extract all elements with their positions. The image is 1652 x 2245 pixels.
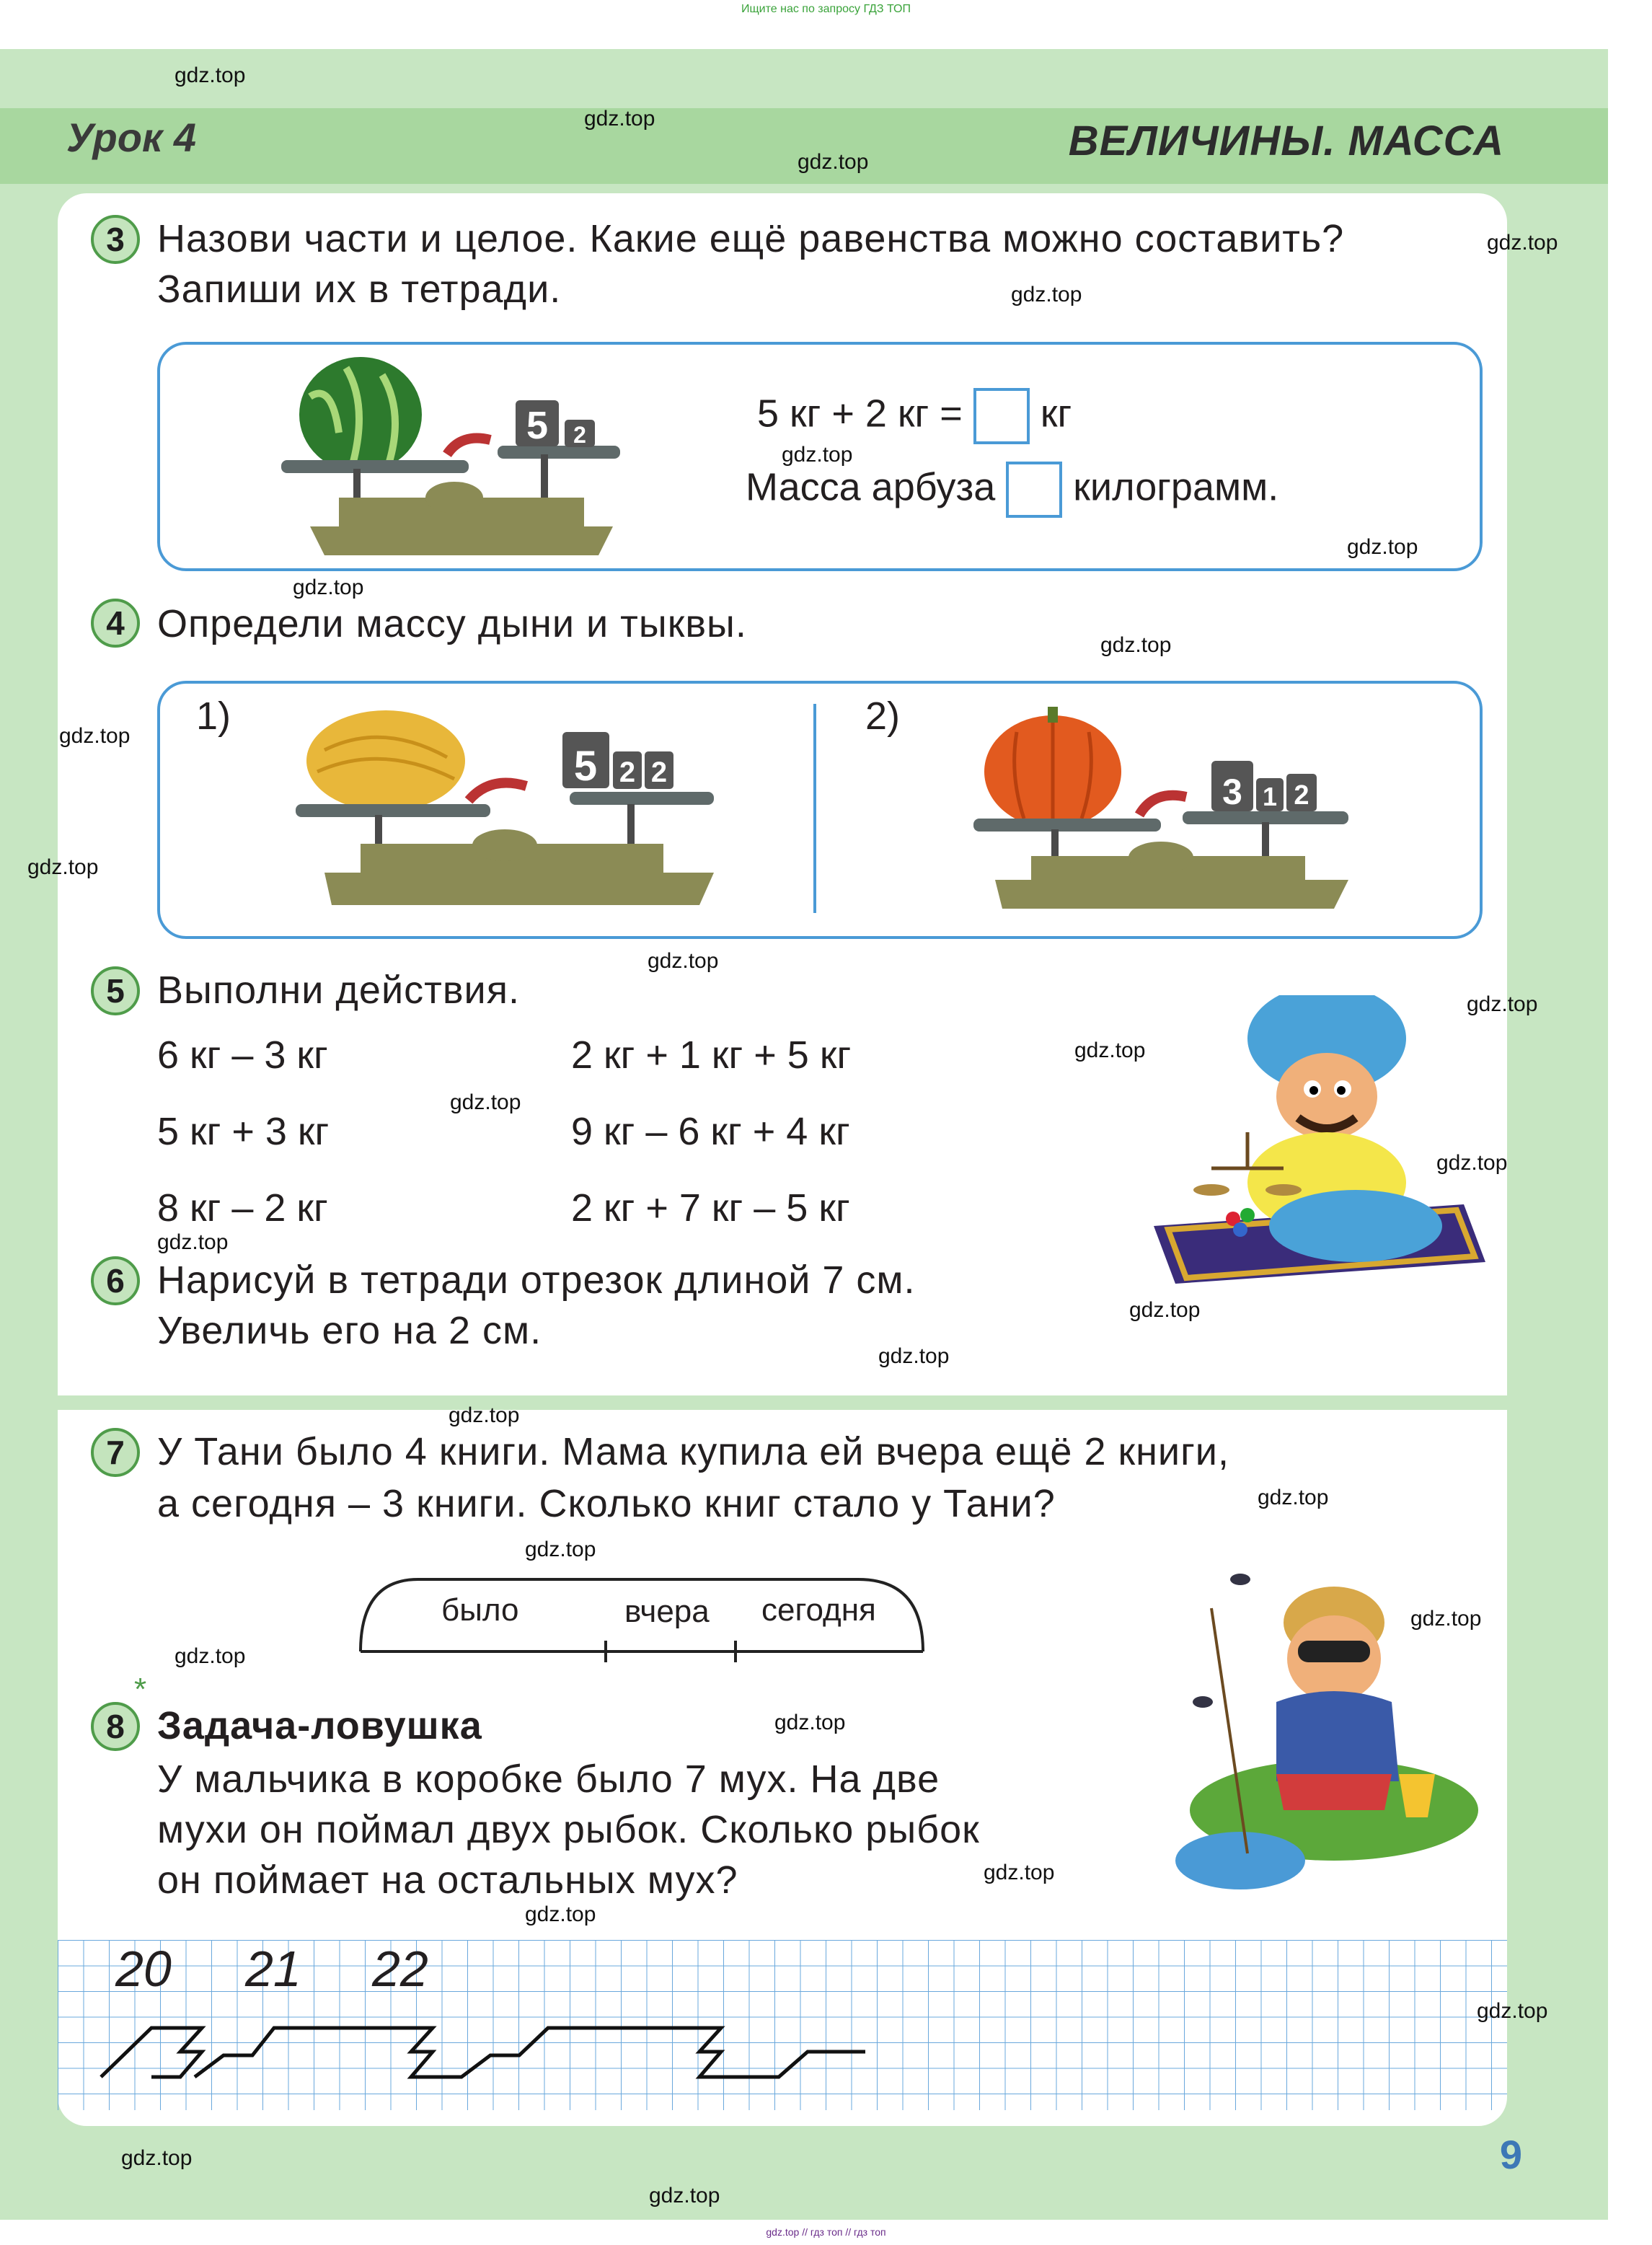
watermark: gdz.top — [648, 949, 719, 973]
watermark: gdz.top — [1011, 283, 1082, 306]
task4-text: Определи массу дыни и тыквы. — [157, 602, 747, 645]
weight-label: 2 — [573, 422, 586, 448]
task-number: 8 — [91, 1702, 140, 1751]
task4-part1-label: 1) — [196, 694, 231, 738]
watermark: gdz.top — [1129, 1298, 1201, 1322]
weight-label: 3 — [1222, 772, 1242, 812]
task5-expression: 6 кг – 3 кг — [157, 1033, 328, 1077]
watermark: gdz.top — [59, 724, 131, 748]
watermark: gdz.top — [449, 1403, 520, 1427]
section-divider — [58, 1395, 1507, 1410]
grid-number: 20 — [115, 1941, 172, 1997]
watermark: gdz.top — [1410, 1607, 1482, 1631]
equation-unit: кг — [1040, 392, 1072, 436]
weight-label: 2 — [1294, 780, 1309, 811]
task8-line3: он поймает на остальных мух? — [157, 1858, 738, 1902]
task4-part2-label: 2) — [865, 694, 901, 738]
watermark: gdz.top — [450, 1090, 521, 1114]
watermark: gdz.top — [525, 1538, 596, 1561]
task-number: 5 — [91, 966, 140, 1015]
task-number: 6 — [91, 1256, 140, 1305]
bottom-note: gdz.top // гдз топ // гдз топ — [766, 2226, 886, 2238]
mass-unit: килограмм. — [1073, 465, 1279, 509]
watermark: gdz.top — [1347, 535, 1418, 559]
watermark: gdz.top — [175, 1644, 246, 1668]
task3-line2: Запиши их в тетради. — [157, 268, 562, 311]
weight-label: 2 — [619, 757, 636, 788]
weight-label: 1 — [1262, 782, 1278, 811]
task6-line2: Увеличь его на 2 см. — [157, 1309, 542, 1352]
watermark: gdz.top — [525, 1902, 596, 1926]
task8-title: Задача-ловушка — [157, 1704, 482, 1747]
task7-line1: У Тани было 4 книги. Мама купила ей вчера ещё 2 книги, — [157, 1430, 1229, 1473]
watermark: gdz.top — [1258, 1486, 1329, 1509]
weight-label: 5 — [526, 404, 549, 447]
task3-mass — [746, 462, 1278, 518]
watermark: gdz.top — [584, 107, 655, 131]
task3-line1: Назови части и целое. Какие ещё равенства можно составить? — [157, 217, 1345, 260]
equation-text: 5 кг + 2 кг = — [757, 392, 963, 436]
watermark: gdz.top — [1467, 992, 1538, 1016]
watermark: gdz.top — [649, 2184, 720, 2207]
watermark: gdz.top — [1436, 1151, 1508, 1175]
watermark: gdz.top — [1100, 633, 1172, 657]
grid-number: 21 — [245, 1941, 301, 1997]
watermark: gdz.top — [782, 443, 853, 467]
top-note: Ищите нас по запросу ГДЗ ТОП — [741, 3, 911, 15]
watermark: gdz.top — [878, 1344, 950, 1368]
task8-line2: мухи он поймал двух рыбок. Сколько рыбок — [157, 1808, 980, 1851]
task6-line1: Нарисуй в тетради отрезок длиной 7 см. — [157, 1258, 916, 1302]
task5-text: Выполни действия. — [157, 969, 520, 1012]
task5-expression: 9 кг – 6 кг + 4 кг — [571, 1110, 850, 1153]
task5-expression: 8 кг – 2 кг — [157, 1186, 328, 1230]
lesson-title: Урок 4 — [66, 115, 197, 160]
task-number: 7 — [91, 1428, 140, 1477]
task7-line2: а сегодня – 3 книги. Сколько книг стало у Тани? — [157, 1482, 1056, 1525]
merchant-illustration — [1147, 995, 1493, 1298]
segment-label: сегодня — [761, 1592, 876, 1628]
task-number: 4 — [91, 599, 140, 648]
task5-expression: 5 кг + 3 кг — [157, 1110, 330, 1153]
watermark: gdz.top — [121, 2146, 193, 2170]
segment-label: вчера — [624, 1594, 710, 1629]
mass-label: Масса арбуза — [746, 465, 996, 509]
scale-watermelon — [281, 353, 642, 563]
weight-label: 5 — [573, 743, 598, 790]
watermark: gdz.top — [984, 1861, 1055, 1884]
scale-pumpkin — [973, 703, 1363, 912]
weight-label: 2 — [650, 757, 668, 788]
watermark: gdz.top — [293, 575, 364, 599]
task-number: 3 — [91, 215, 140, 264]
watermark: gdz.top — [175, 63, 246, 87]
task3-equation — [757, 388, 1072, 444]
watermark: gdz.top — [1477, 1999, 1548, 2023]
watermark: gdz.top — [798, 150, 869, 174]
divider — [813, 704, 816, 913]
star-icon: * — [134, 1672, 147, 1707]
watermark: gdz.top — [157, 1230, 229, 1254]
segment-label: было — [441, 1592, 519, 1628]
watermark: gdz.top — [774, 1711, 846, 1734]
watermark: gdz.top — [1074, 1038, 1146, 1062]
answer-box[interactable] — [1006, 462, 1062, 518]
task5-expression: 2 кг + 7 кг – 5 кг — [571, 1186, 850, 1230]
task5-expression: 2 кг + 1 кг + 5 кг — [571, 1033, 852, 1077]
grid-number: 22 — [372, 1941, 428, 1997]
page-number: 9 — [1499, 2132, 1522, 2177]
watermark: gdz.top — [1487, 231, 1558, 255]
task8-line1: У мальчика в коробке было 7 мух. На две — [157, 1757, 940, 1801]
scale-melon — [296, 707, 728, 909]
watermark: gdz.top — [27, 855, 99, 879]
answer-box[interactable] — [973, 388, 1030, 444]
topic-title: ВЕЛИЧИНЫ. МАССА — [1068, 118, 1504, 164]
